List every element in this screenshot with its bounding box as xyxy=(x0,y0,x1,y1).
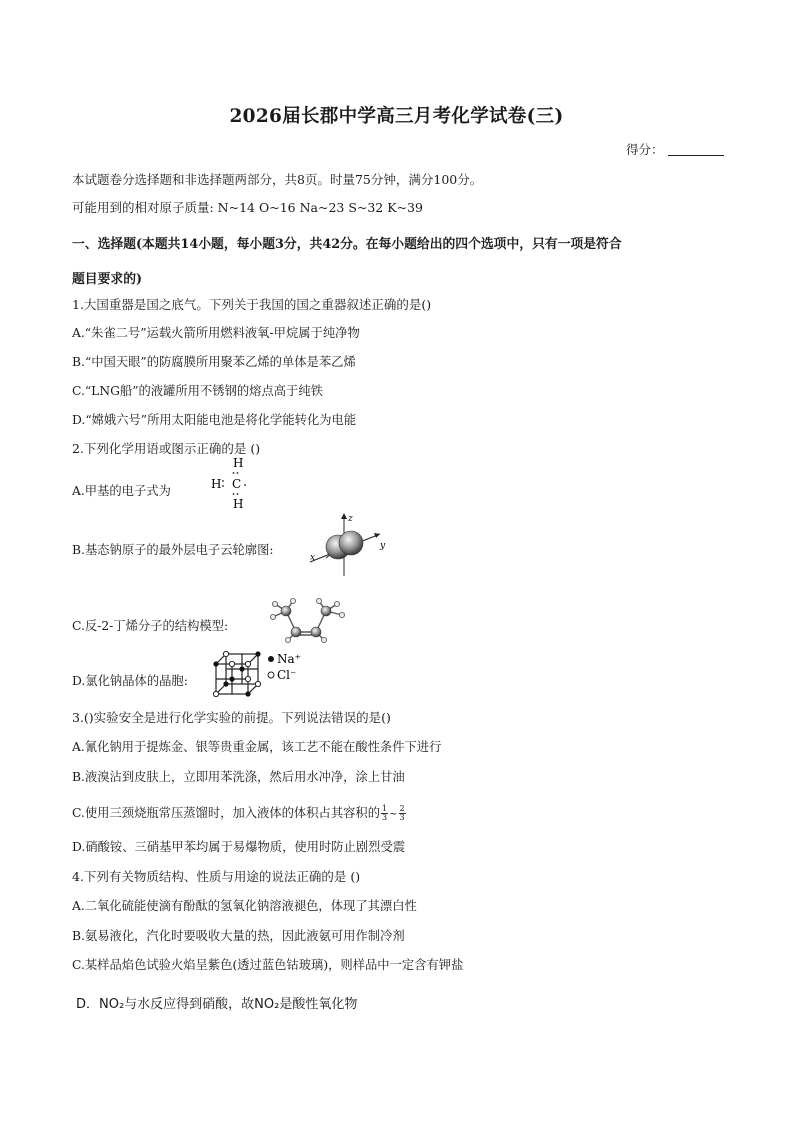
score-label: 得分： xyxy=(626,142,664,157)
axis-x-label: x xyxy=(310,553,316,563)
question-2-option-b: B.基态钠原子的最外层电子云轮廓图: xyxy=(72,543,274,557)
legend-cl: Cl⁻ xyxy=(277,668,297,682)
section-heading: 一、选择题(本题共14小题，每小题3分，共42分。在每小题给出的四个选项中，只有一项是符合 xyxy=(72,237,622,252)
methyl-bottom-h: H xyxy=(233,497,244,511)
question-3-option-d: D.硝酸铵、三硝基甲苯均属于易爆物质，使用时防止剧烈受震 xyxy=(72,840,406,854)
fraction-one-third: $\frac{1}{3}$ xyxy=(382,804,388,822)
question-1-stem: 1.大国重器是国之底气。下列关于我国的国之重器叙述正确的是() xyxy=(72,297,432,312)
question-2-option-d: D.氯化钠晶体的晶胞: xyxy=(72,674,188,688)
question-3-option-a: A.氰化钠用于提炼金、银等贵重金属，该工艺不能在酸性条件下进行 xyxy=(72,740,442,754)
methyl-top-h: H xyxy=(233,456,244,470)
question-2-option-c: C.反-2-丁烯分子的结构模型: xyxy=(72,619,229,633)
nacl-unit-cell-diagram xyxy=(212,648,304,698)
question-3-option-c-row xyxy=(72,803,407,822)
methyl-electron-formula-diagram xyxy=(205,455,253,511)
fraction-two-thirds: $\frac{2}{3}$ xyxy=(399,804,405,822)
legend-na: Na⁺ xyxy=(277,652,301,666)
question-1-option-c: C.“LNG船”的液罐所用不锈钢的熔点高于纯铁 xyxy=(72,384,323,398)
score-blank-line xyxy=(668,143,724,156)
fraction-range-sep: ~ xyxy=(389,809,398,820)
question-3-stem: 3.()实验安全是进行化学实验的前提。下列说法错误的是() xyxy=(72,710,391,725)
intro-line-2: 可能用到的相对原子质量: N~14 O~16 Na~23 S~32 K~39 xyxy=(72,200,423,215)
question-3-option-c: C.使用三颈烧瓶常压蒸馏时，加入液体的体积占其容积的 xyxy=(72,806,381,820)
question-2-option-a: A.甲基的电子式为 xyxy=(72,484,171,498)
score-field xyxy=(626,140,724,158)
question-2-stem: 2.下列化学用语或图示正确的是 () xyxy=(72,441,261,456)
question-4-option-c: C.某样品焰色试验火焰呈紫色(透过蓝色钴玻璃)，则样品中一定含有钾盐 xyxy=(72,958,464,972)
axis-y-label: y xyxy=(380,541,386,551)
methyl-left-h: H xyxy=(211,477,222,491)
axis-z-label: z xyxy=(348,514,353,524)
question-1-option-d: D.“嫦娥六号”所用太阳能电池是将化学能转化为电能 xyxy=(72,413,357,427)
question-3-option-b: B.液溴沾到皮肤上，立即用苯洗涤，然后用水冲净，涂上甘油 xyxy=(72,770,405,784)
sodium-orbital-diagram xyxy=(306,510,388,578)
intro-line-1: 本试题卷分选择题和非选择题两部分，共8页。时量75分钟，满分100分。 xyxy=(72,172,483,187)
trans-2-butene-model xyxy=(266,597,354,643)
page-title: 2026届长郡中学高三月考化学试卷(三) xyxy=(229,106,564,127)
methyl-center-c: C xyxy=(232,477,242,491)
question-4-stem: 4.下列有关物质结构、性质与用途的说法正确的是 () xyxy=(72,869,361,884)
question-4-option-b: B.氨易液化，汽化时要吸收大量的热，因此液氨可用作制冷剂 xyxy=(72,929,405,943)
question-1-option-a: A.“朱雀二号”运载火箭所用燃料液氧-甲烷属于纯净物 xyxy=(72,326,360,340)
question-4-option-a: A.二氧化硫能使滴有酚酞的氢氧化钠溶液褪色，体现了其漂白性 xyxy=(72,899,417,913)
question-4-option-d: D．NO₂与水反应得到硝酸，故NO₂是酸性氧化物 xyxy=(76,997,358,1012)
question-1-option-b: B.“中国天眼”的防腐膜所用聚苯乙烯的单体是苯乙烯 xyxy=(72,355,356,369)
section-heading-cont: 题目要求的) xyxy=(72,272,143,287)
